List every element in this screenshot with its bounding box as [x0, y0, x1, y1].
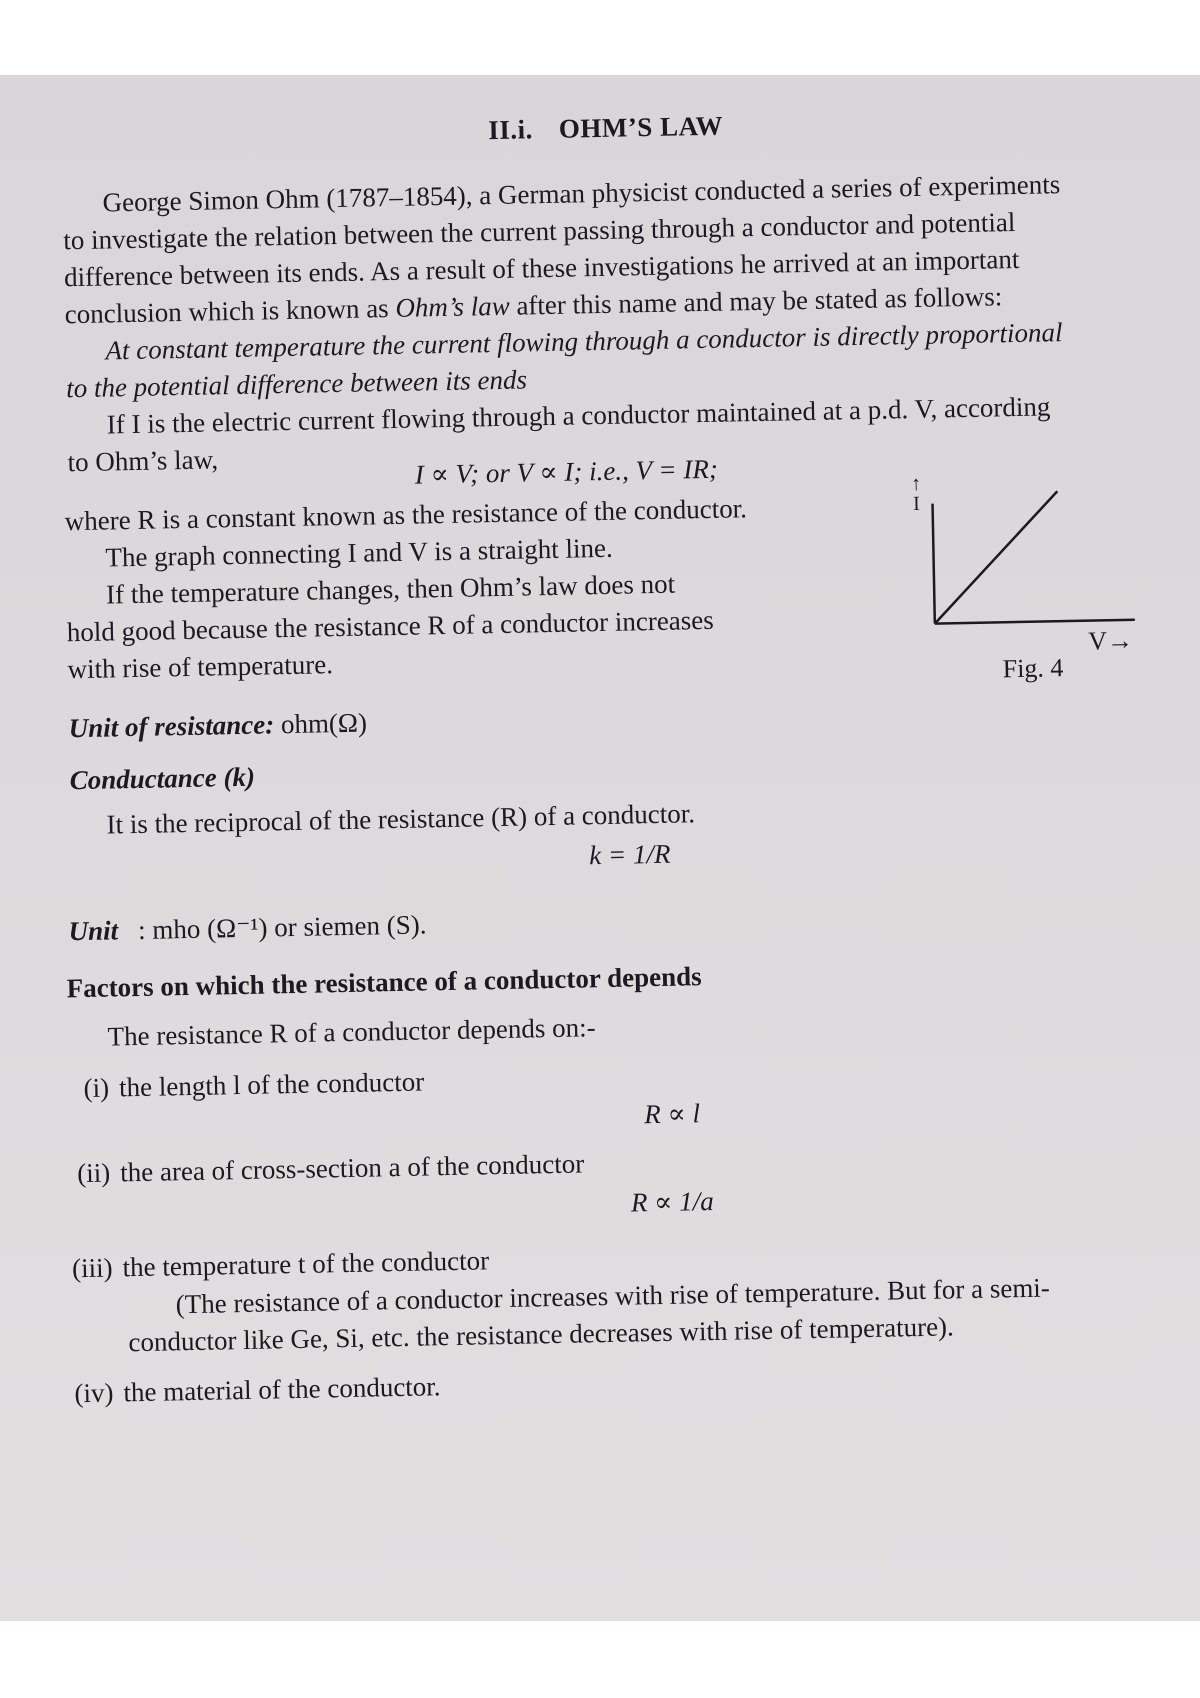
conductance-formula: k = 1/R	[588, 838, 671, 871]
factor-formula: R ∝ l	[643, 1098, 701, 1130]
figure-caption: Fig. 4	[1002, 653, 1064, 684]
iv-line	[932, 491, 1059, 623]
conductance-definition: It is the reciprocal of the resistance (R) of a conductor.	[106, 798, 696, 840]
intro-text: after this name and may be stated as follows:	[509, 281, 1003, 321]
x-axis-label: V→	[1087, 625, 1134, 656]
intro-paragraph	[62, 164, 1177, 333]
conductance-unit	[68, 906, 427, 950]
factor-text: the temperature t of the conductor	[122, 1245, 490, 1283]
statement-line: At constant temperature the current flowing through a conductor is directly proportional	[105, 317, 1063, 366]
page-content	[0, 75, 1200, 1621]
conductance-unit-value: : mho (Ω⁻¹) or siemen (S).	[137, 909, 427, 945]
unit-of-resistance-value: ohm(Ω)	[273, 707, 368, 740]
unit-of-resistance-label: Unit of resistance:	[68, 709, 275, 744]
factor-text: the material of the conductor.	[123, 1371, 441, 1408]
temperature-note: conductor like Ge, Si, etc. the resistance decreases with rise of temperature).	[128, 1311, 955, 1358]
conductance-heading: Conductance (k)	[69, 761, 256, 796]
ohms-law-formula: I ∝ V; or V ∝ I; i.e., V = IR;	[414, 453, 719, 490]
y-axis	[933, 504, 935, 624]
y-axis-label: ↑ I	[910, 472, 922, 516]
intro-text: conclusion which is known as	[64, 292, 396, 330]
current-line: If I is the electric current flowing through a conductor maintained at a p.d. V, according	[106, 391, 1051, 440]
section-heading	[488, 108, 723, 150]
textbook-page-photo	[0, 75, 1200, 1621]
intro-line: to investigate the relation between the current passing through a conductor and potential	[63, 207, 1016, 256]
factor-item	[74, 1368, 441, 1412]
factor-item	[77, 1145, 585, 1192]
temperature-line: hold good because the resistance R of a conductor increases	[66, 604, 715, 648]
resistance-definition: where R is a constant known as the resistance of the conductor.	[64, 493, 748, 537]
factor-text: the area of cross-section a of the conductor	[119, 1148, 585, 1188]
intro-line: George Simon Ohm (1787–1854), a German physicist conducted a series of experiments	[102, 169, 1061, 218]
temperature-note: (The resistance of a conductor increases with rise of temperature. But for a semi-	[175, 1272, 1051, 1320]
figure-4-graph	[907, 449, 1161, 684]
intro-line: difference between its ends. As a result of these investigations he arrived at an important	[63, 243, 1020, 293]
factor-text: the length l of the conductor	[118, 1066, 425, 1103]
factor-marker: (i)	[83, 1072, 110, 1104]
factor-marker: (iii)	[71, 1252, 113, 1284]
section-title: OHM’S LAW	[558, 110, 724, 144]
statement-line: to the potential difference between its ends	[65, 364, 528, 404]
graph-statement: The graph connecting I and V is a straight line.	[105, 532, 613, 573]
unit-of-resistance	[68, 705, 367, 748]
factor-formula: R ∝ 1/a	[630, 1185, 714, 1218]
temperature-line: with rise of temperature.	[67, 649, 334, 685]
ohms-law-term: Ohm’s law	[395, 290, 510, 323]
factors-intro: The resistance R of a conductor depends on:-	[107, 1012, 596, 1052]
current-line: to Ohm’s law,	[67, 444, 219, 478]
section-number: II.i.	[487, 114, 534, 146]
conductance-unit-label: Unit	[68, 915, 119, 947]
factor-item	[83, 1064, 424, 1108]
factor-marker: (ii)	[76, 1157, 111, 1189]
factor-marker: (iv)	[74, 1377, 114, 1409]
factors-heading: Factors on which the resistance of a conductor depends	[66, 961, 702, 1004]
temperature-line: If the temperature changes, then Ohm’s law does not	[105, 568, 676, 610]
